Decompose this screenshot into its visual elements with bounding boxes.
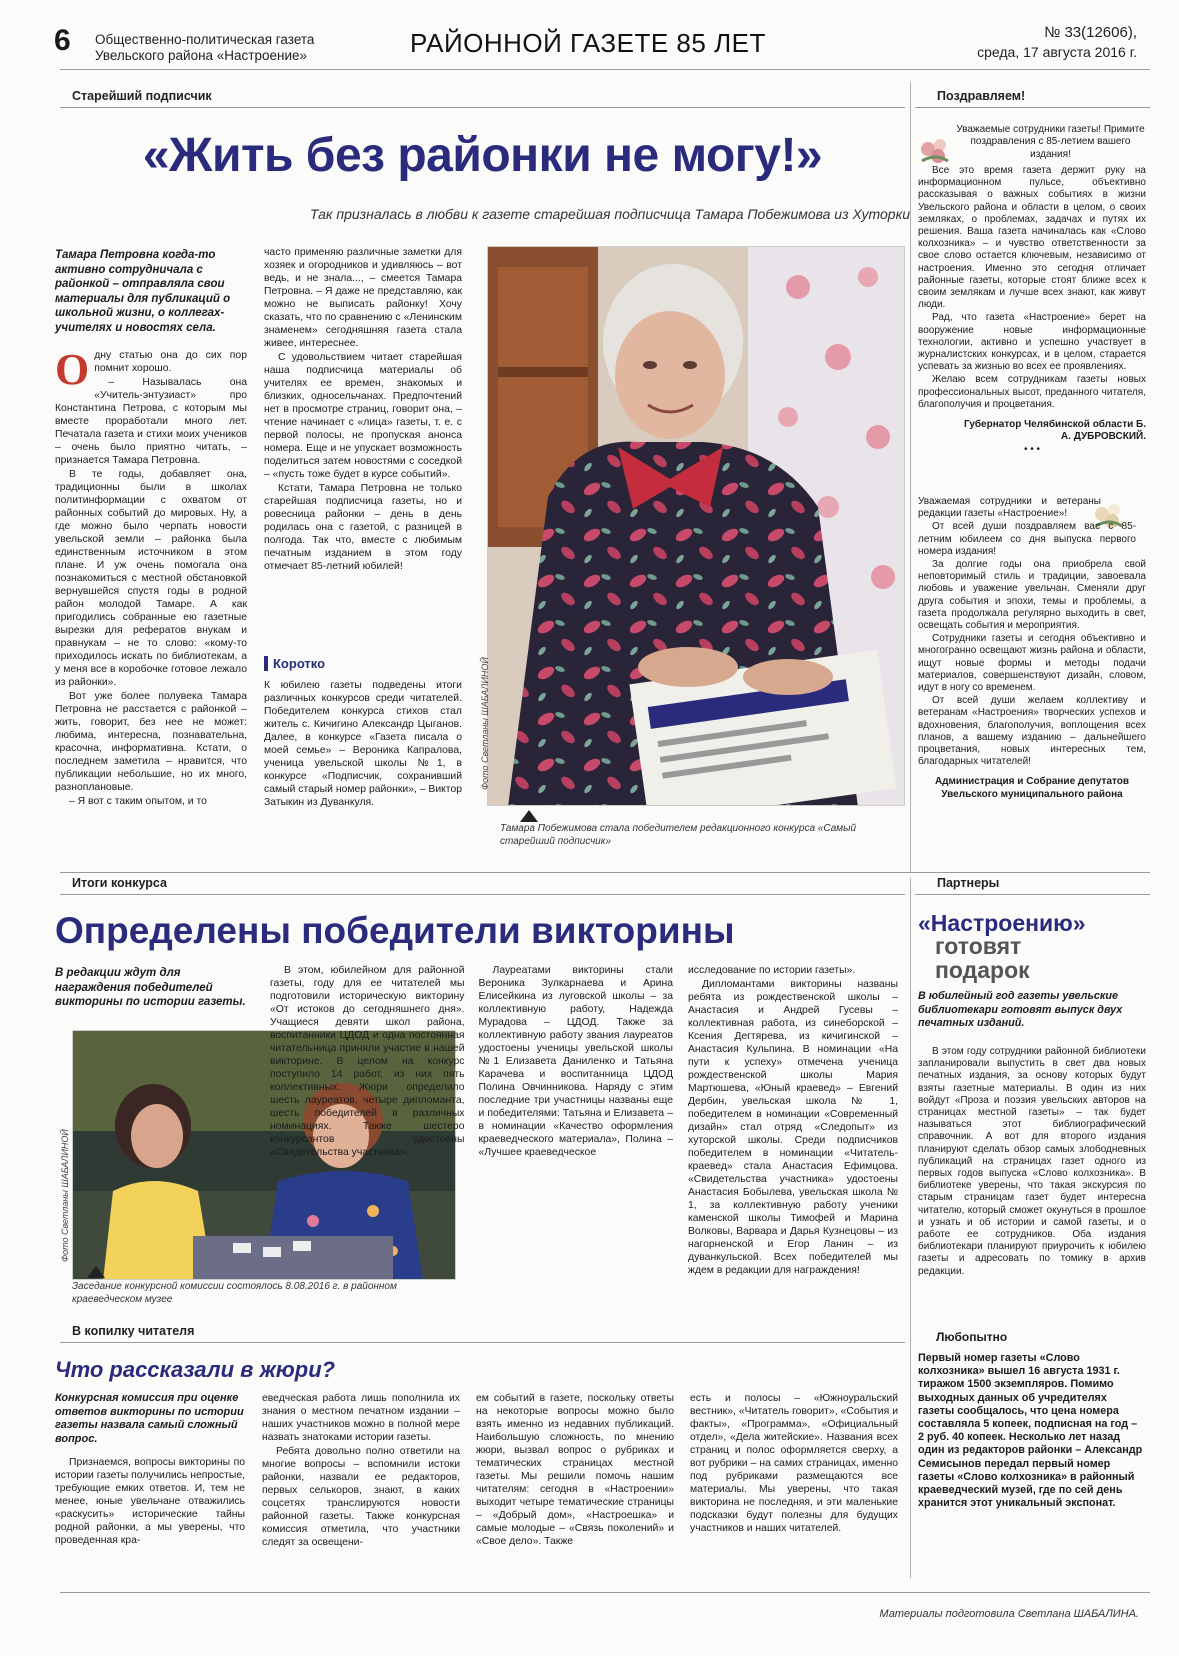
congrats2-p2: За долгие годы она приобрела свой неповторимый стиль и традиции, завоевала любовь и уважение увельчан. Сменяли друг друга события и эпохи, темы и проблемы, а газета продолжала регулярно выходить в свет, освещать события и мероприятия. <box>918 559 1146 632</box>
curious-box <box>918 1330 1146 1510</box>
article3-col3-p1: ем событий в газете, поскольку ответы на некоторые вопросы можно было взять именно из недавних публикаций. Наибольшую сложность, по мнению жюри, вызвал вопрос о рубриках и тематических страницах местной газеты. Мы решили помочь нашим читателям: сегодня в «Настроении» выходит четыре тематические страницы – «Добрый дом», «Настроешка» и самые молодые – «Связь поколений» и «Свое дело». Также <box>476 1393 674 1547</box>
paper-name-line1: Общественно-политическая газета <box>95 32 315 47</box>
paper-name-line2: Увельского района «Настроение» <box>95 48 308 63</box>
article1-col1-p2: – Называлась она «Учитель-энтузиаст» про Константина Петрова, с которым мы вместе проработали много лет. Печатала газета и стихи моих учеников – очень было приятно читать, – признается Тамара Петровна. <box>55 377 247 466</box>
issue-number: № 33(12606), <box>1044 24 1137 41</box>
congrats2-p3: Сотрудники газеты и сегодня объективно и многогранно освещают жизнь района и области, ищут новые формы и методы подачи материалов, совершенствуют дизайн, словом, идут в ногу со временем. <box>918 633 1146 694</box>
article2-lead: В редакции ждут для награждения победителей викторины по истории газеты. <box>55 967 246 1008</box>
caption-triangle-icon <box>520 810 538 822</box>
article2-rubric-rule <box>60 894 905 895</box>
article3-col2-p2: Ребята довольно полно ответили на многие вопросы – вспомнили истоки районки, назвали ее редакторов, первых селькоров, знают, в каких соцсетях транслируются новости районной газеты. Также конкурсная комиссия отметила, что участники следят за освещени- <box>262 1446 460 1548</box>
congrats-separator: • • • <box>1023 444 1041 456</box>
issue-date: среда, 17 августа 2016 г. <box>977 44 1137 60</box>
congrats-message-1 <box>955 124 1146 163</box>
paper-name <box>95 32 314 64</box>
congrats2-p1: От всей души поздравляем вас с 85-летним юбилеем со дня выпуска первого номера издания! <box>918 521 1136 557</box>
caption-triangle-icon-2 <box>87 1266 105 1278</box>
footer-credit: Материалы подготовила Светлана ШАБАЛИНА. <box>879 1608 1139 1620</box>
header-rule <box>60 69 1150 70</box>
article1-subtitle: Так призналась в любви к газете старейшая подписчица Тамара Побежимова из Хуторки <box>309 206 910 222</box>
article2-column-2 <box>688 964 898 1278</box>
rubric-oldest-subscriber: Старейший подписчик <box>72 89 212 103</box>
congrats1-signature: Губернатор Челябинской области Б. А. ДУБРОВСКИЙ. <box>964 419 1146 443</box>
partners-headline-2: готовят подарок <box>935 933 1030 983</box>
article2-column-1 <box>270 964 673 1160</box>
congrats1-p3: Желаю всем сотрудникам газеты новых профессиональных высот, преданного читателя, благополучия и процветания. <box>918 374 1146 410</box>
partners-p1: В этом году сотрудники районной библиотеки запланировали выпустить в свет два новых печатных издания, за основу которых будут взяты газетные материалы. В один из них войдут «Проза и поэзия увельских авторов на страницах местной газеты» – так будет называться этот библиографический справочник. А вот для второго издания планируют сделать обзор самых злободневных публикаций на страницах газет одного из первых годов выпуска «Слово колхозника». В библиотеке уверены, что такая экскурсия по старым страницам газет будет интересна читателю, который сможет окунуться в прошлое и узнать и об истории и самой газеты, и о работе ее сотрудников. Оба издания библиотекари планируют приурочить к юбилею газеты и адресовать по томику в архив редакции. <box>918 1046 1146 1277</box>
article1-col1-p3: В те годы, добавляет она, традиционны были в школах политинформации с охватом от районных событий до мировых. Ну, а где можно было черпать новости увельской земли – районка была единственным источником в этом плане. И уж очень помогала она познакомиться с местной обстановкой вернувшейся спустя годы в родной район молодой Тамаре. А как пригодились собранные ею газетные вырезки для рефератов внукам и правнукам – не то слово: «кому-то приходилось искать по библиотекам, а у меня все в коробочке готовое лежало из районки». <box>55 469 247 688</box>
article2-col2-p2: Дипломантами викторины названы ребята из рождественской школы – Анастасия и Андрей Гусевы – коллективная работа, из синеборской – Ксения Дегтярева, из кичигинской – Анастасия Кульпина. В номинации «На пути к успеху» отмечена ученица рождественской школы Мария Мартюшева, «Юный краевед» – Евгений Дербин, увельская школа № 1, победителем в номинации «Современный дизайн» стал отряд «Следопыт» из хуторской школы. Среди подписчиков победителем в номинации «Читатель-краевед» стала Анастасия Ефимцова. «Свидетельства участника» удостоены Анастасия Бобылева, увельская школа № 1, за коллективную работу ученики каменской школы Тимофей и Марина Волковы, Варвара и Дарья Кузнецовы – из нагорненской и Егор Ланин – из дуванкульской. Всех победителей мы ждем в редакции для награждения! <box>688 979 898 1276</box>
congrats2-signature: Администрация и Собрание депутатов Увельского муниципального района <box>934 776 1130 800</box>
anniversary-banner: РАЙОННОЙ ГАЗЕТЕ 85 ЛЕТ <box>410 28 766 58</box>
congrats1-p2: Рад, что газета «Настроение» берет на вооружение новые информационные технологии, активно и успешно участвует в журналистских конкурсах, и в целом, старается успевать за жизнью во всех ее проявлениях. <box>918 312 1146 373</box>
page-number: 6 <box>54 24 71 57</box>
partners-body <box>918 1046 1146 1279</box>
partners-column-divider <box>910 878 911 1578</box>
article3-column-3 <box>476 1392 674 1549</box>
article2-col2-p1: исследование по истории газеты». <box>688 965 856 976</box>
article1-col2-p2: С удовольствием читает старейшая наша подписчица материалы об учителях ее времен, знакомых и близких, односельчанах. Предпочтений нет в просмотре страниц, говорит она, – чтение начинает с «лица» газеты, т. е. с первой полосы, не пропуская анонса номера. Еще и не упускает возможность поделиться затем новостями с соседкой – «пусть тоже будет в курсе событий». <box>264 352 462 480</box>
article1-headline: «Жить без районки не могу!» <box>142 129 823 182</box>
partners-lead: В юбилейный год газеты увельские библиотекари готовят выпуск двух печатных изданий. <box>918 990 1123 1029</box>
article2-col1-p1: В этом, юбилейном для районной газеты, году для ее читателей мы подготовили историческую викторину «От истоков до сегодняшнего дня». Учащиеся девяти школ района, воспитанники ЦДОД и одна постоянная читательница приняли участие в нашей викторине. В целом на конкурс поступило 14 работ, из них пять коллективных. Жюри определило шесть лауреатов, четыре дипломанта, шесть победителей в различных номинациях. Также шестеро конкурсантов удостоены «Свидетельства участника». <box>270 965 465 1158</box>
congrats2-salutation: Уважаемая сотрудники и ветераны редакции газеты «Настроение»! <box>918 496 1101 520</box>
article1-lead: Тамара Петровна когда-то активно сотрудничала с районкой – отправляла свои материалы для публикаций о школьной жизни, о коллегах-учителях и новостях села. <box>55 249 231 334</box>
photo-credit-2: Фото Светланы ШАБАЛИНОЙ <box>60 1129 70 1262</box>
rubric-reader-piggybank: В копилку читателя <box>72 1324 195 1338</box>
congrats-message-2 <box>918 496 1146 802</box>
photo-caption-1: Тамара Побежимова стала победителем редакционного конкурса «Самый старейший подписчик» <box>500 823 857 847</box>
short-news-text: К юбилею газеты подведены итоги различных конкурсов среди читателей. Победителем конкурса стихов стал житель с. Кичигино Александр Цыганов. Далее, в конкурсе «Газета писала о моей семье» – Вероника Капралова, ученица увельской школы №1, в конкурсе «Подписчик, сохранивший самый старый номер районки», – Виктор Затыкин из Дуванкуля. <box>264 680 462 808</box>
article3-column-2 <box>262 1392 460 1550</box>
section-rule-middle <box>60 872 1150 873</box>
rubric-partners: Партнеры <box>937 876 1000 890</box>
short-news-box <box>264 656 462 809</box>
photo-tamara-illustration <box>488 247 905 806</box>
curious-text: Первый номер газеты «Слово колхозника» вышел 16 августа 1931 г. тиражом 1500 экземпляров. Помимо выходных данных об учредителях газеты сообщалось, что цена номера составляла 5 копеек, подписная на год – 2 руб. 40 копеек. Несколько лет назад один из редакторов районки – Александр Семисынов передал первый номер газеты «Слово колхозника» в районный краеведческий музей, где по сей день хранится этот уникальный экспонат. <box>918 1352 1143 1510</box>
photo-tamara <box>487 246 905 806</box>
article1-col1-p5: – Я вот с таким опытом, и то <box>69 796 207 807</box>
article1-column-1 <box>55 248 247 809</box>
article3-column-1 <box>55 1392 245 1548</box>
page-header <box>0 0 1179 70</box>
rubric-rule <box>60 107 905 108</box>
article1-col2-p3: Кстати, Тамара Петровна не только старейшая подписчица газеты, но и ровесница районки – день в день родилась она с газетой, с разницей в полгода. Так что, вместе с любимым печатным изданием в этом году отмечает 85-летний юбилей! <box>264 483 462 572</box>
article1-col1-p1: дну статью она до сих пор помнит хорошо. <box>94 350 247 374</box>
right-column-divider <box>910 82 911 872</box>
congrats1-salutation: Уважаемые сотрудники газеты! Примите поздравления с 85-летием вашего издания! <box>956 124 1145 160</box>
article1-column-2 <box>264 246 462 574</box>
partners-rule <box>915 894 1150 895</box>
article2-headline: Определены победители викторины <box>55 910 735 951</box>
curious-title: Любопытно <box>936 1330 1008 1344</box>
article3-col2-p1: еведческая работа лишь пополнила их знания о местном печатном издании – наших участников можно в полной мере назвать знатоками истории газеты. <box>262 1393 460 1443</box>
congrats2-p4: От всей души желаем коллективу и ветеранам «Настроения» творческих успехов и вдохновения, благополучия, воплощения всех планов, а вашему изданию – дальнейшего процветания, новых интересных тем, благодарных читателей! <box>918 695 1146 768</box>
article1-col2-p1: часто применяю различные заметки для хозяек и огородников и удивляюсь – вот ведь, и не знала..., – смеется Тамара Петровна. – Я даже не представляю, как можно не выписать районку! Хочу сказать, что по сравнению с «Ленинским знаменем» сегодняшняя газета стала живее, интереснее. <box>264 247 462 349</box>
photo-credit-1: Фото Светланы ШАБАЛИНОЙ <box>480 657 490 790</box>
congrats1-p1: Все это время газета держит руку на информационном пульсе, объективно рассказывая о важных событиях в жизни Увельского района и области в целом, о своих земляках, о проблемах, задачах и путях их решения. Ваша газета начиналась как «Слово колхозника» – и чувство ответственности за свое слово остается ключевым, независимо от настроения. Именно это сегодня отличает районные газеты, которые стоят ближе всех к своим землякам и лучше всех знают, как живут люди. <box>918 165 1146 311</box>
article3-column-4 <box>690 1392 898 1536</box>
congrats-rule <box>915 107 1150 108</box>
drop-cap: О <box>55 349 90 394</box>
article2-col1-p2: Лауреатами викторины стали Вероника Зулкарнаева и Арина Елисейкина из луговской школы – за коллективную работу, Надежда Мурадова – ЦДОД. Также за коллективную работу звания лауреатов удостоены ученицы увельской школы №1 Елизавета Даниленко и Татьяна Карачева и воспитанница ЦДОД Полина Овчинникова. Наряду с этим последние три участницы названы еще и победителями: Татьяна и Елизавета – в номинации «Качество оформления краеведческого материала», Полина – «Лучшее краеведческое <box>478 965 673 1158</box>
congrats-message-1-body <box>918 165 1146 458</box>
partners-headline-1: «Настроению» <box>918 910 1086 936</box>
article1-col1-p4: Вот уже более полувека Тамара Петровна не расстается с районкой – жить, говорит, без нее не может: любима, интересна, познавательна, красочна, информативна. Кстати, о последнем заметила – нравится, что публикации небольшие, но их много, разноплановые. <box>55 691 247 793</box>
short-news-title: Коротко <box>264 656 462 671</box>
article3-lead: Конкурсная комиссия при оценке ответов викторины по истории газеты назвала самый сложный вопрос. <box>55 1392 244 1445</box>
article3-col1-p1: Признаемся, вопросы викторины по истории газеты получились непростые, требующие емких ответов. И, тем не менее, юные увельчане отважились «раскусить» исторические тайны родной районки, а мы уверены, что проведенная кра- <box>55 1457 245 1547</box>
article3-col4-p1: есть и полосы – «Южноуральский вестник», «Читатель говорит», «События и факты», «Программа», «Официальный отдел», «Дела житейские». Названия всех страниц и полос оформляется сверху, а вот рубрики – на самих страницах, именно под рубриками размещаются все материалы. Мы уверены, что такая викторина не последняя, и эти маленькие подсказки будут полезны для будущих участников и наших читателей. <box>690 1393 898 1534</box>
article3-rubric-rule <box>60 1342 905 1343</box>
photo-caption-2: Заседание конкурсной комиссии состоялось 8.08.2016 г. в районном краеведческом музее <box>72 1281 397 1305</box>
rubric-congratulations: Поздравляем! <box>937 89 1026 103</box>
article3-headline: Что рассказали в жюри? <box>55 1357 336 1382</box>
footer-rule <box>60 1592 1150 1593</box>
rubric-contest-results: Итоги конкурса <box>72 876 167 890</box>
